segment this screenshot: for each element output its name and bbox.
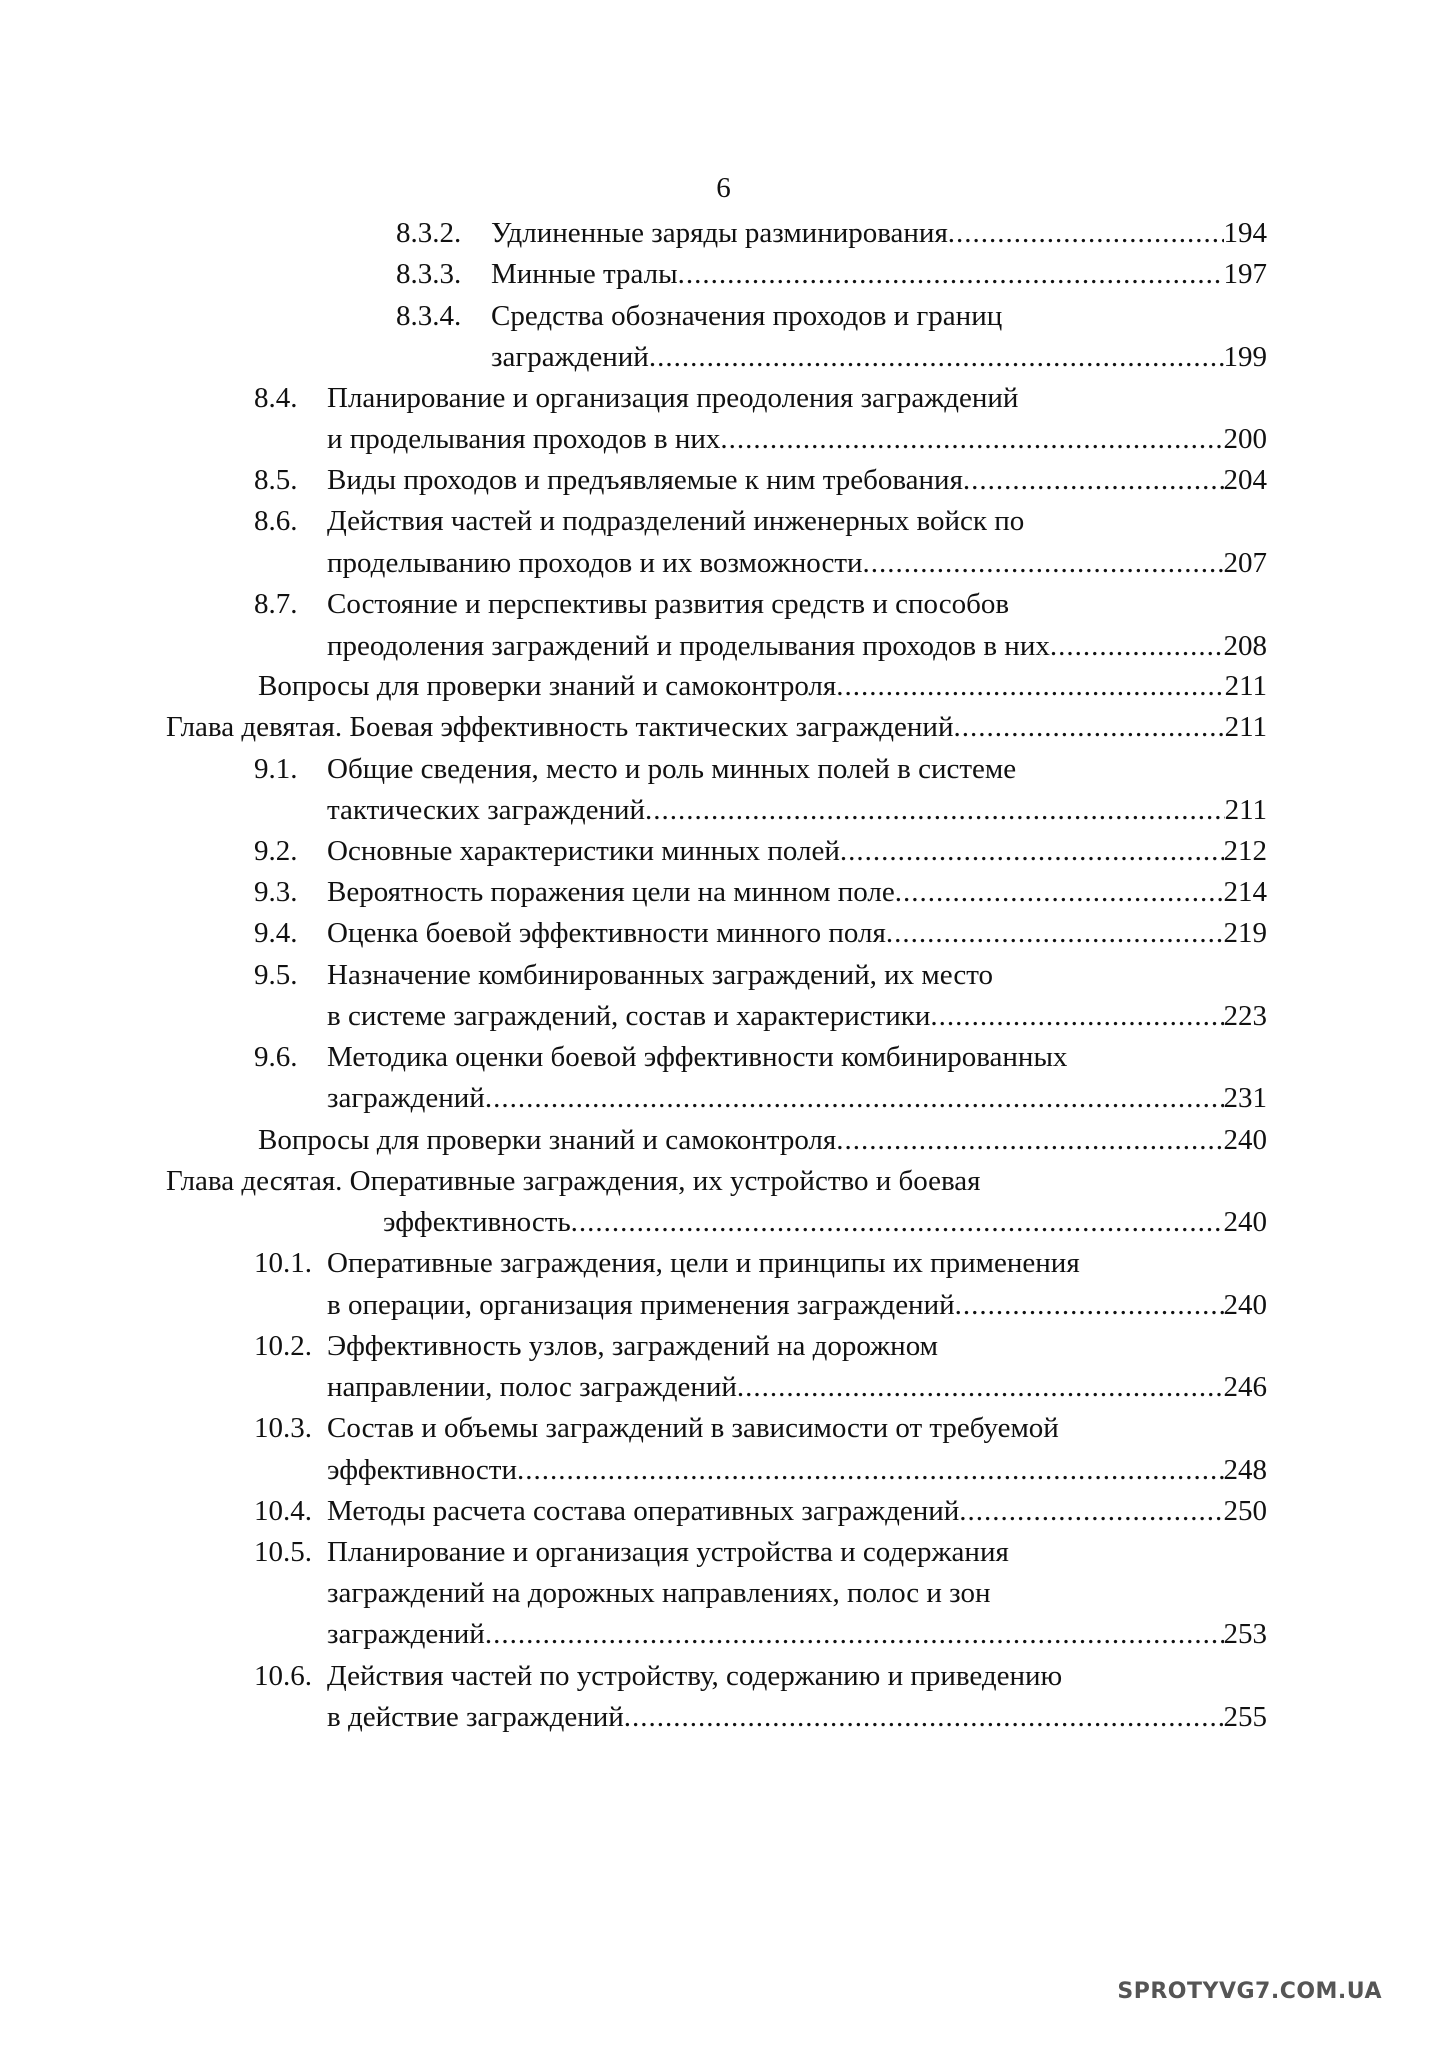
toc-entry-title: Вопросы для проверки знаний и самоконтроля — [258, 1124, 837, 1156]
toc-entry-title: в операции, организация применения заграждений — [327, 1289, 955, 1321]
toc-leader-dots — [959, 1491, 1223, 1531]
toc-entry — [254, 460, 1267, 500]
toc-leader-dots — [517, 1450, 1224, 1490]
toc-entry-title: Основные характеристики минных полей — [327, 835, 840, 867]
toc-entry-page: 199 — [1223, 341, 1267, 373]
toc-entry — [327, 1614, 1267, 1654]
toc-entry-page: 240 — [1223, 1124, 1267, 1156]
toc-leader-dots — [485, 1078, 1224, 1118]
toc-entry-title: проделыванию проходов и их возможности — [327, 547, 863, 579]
toc-leader-dots — [485, 1614, 1224, 1654]
toc-leader-dots — [720, 419, 1223, 459]
toc-entry-number: 9.1. — [254, 753, 298, 785]
toc-entry-page: 246 — [1223, 1371, 1267, 1403]
toc-entry-page: 207 — [1223, 547, 1267, 579]
toc-entry-title: Планирование и организация преодоления заграждений — [327, 382, 1019, 414]
toc-entry — [254, 831, 1267, 871]
toc-entry-title: эффективности — [327, 1454, 517, 1486]
toc-leader-dots — [840, 831, 1224, 871]
toc-entry-title: Вероятность поражения цели на минном поле — [327, 876, 895, 908]
toc-entry — [254, 955, 993, 995]
toc-entry — [491, 337, 1267, 377]
toc-entry-number: 9.4. — [254, 917, 298, 949]
toc-entry-title: Удлиненные заряды разминирования — [491, 217, 948, 249]
toc-entry-title: Состояние и перспективы развития средств и способов — [327, 588, 1010, 620]
toc-entry — [254, 1243, 1080, 1283]
toc-entry-title: Средства обозначения проходов и границ — [491, 300, 1003, 332]
toc-entry — [327, 626, 1267, 666]
toc-entry — [254, 1532, 1009, 1572]
toc-entry-title: заграждений — [327, 1618, 485, 1650]
toc-entry — [254, 584, 1009, 624]
toc-entry-page: 194 — [1223, 217, 1267, 249]
toc-leader-dots — [948, 213, 1224, 253]
toc-leader-dots — [571, 1202, 1224, 1242]
toc-entry-title: Глава десятая. Оперативные заграждения, их устройство и боевая — [166, 1165, 981, 1197]
toc-entry — [327, 1697, 1267, 1737]
toc-entry-number: 9.3. — [254, 876, 298, 908]
toc-entry-number: 9.5. — [254, 959, 298, 991]
toc-leader-dots — [836, 1120, 1223, 1160]
toc-entry-title: Глава девятая. Боевая эффективность тактических заграждений — [166, 711, 954, 743]
toc-entry — [254, 1408, 1059, 1448]
toc-entry — [254, 1656, 1062, 1696]
toc-entry — [166, 707, 1267, 747]
toc-entry — [254, 913, 1267, 953]
toc-entry-number: 8.6. — [254, 505, 298, 537]
toc-leader-dots — [895, 872, 1224, 912]
toc-entry — [327, 790, 1267, 830]
toc-entry — [254, 501, 1024, 541]
toc-entry-title: Методы расчета состава оперативных заграждений — [327, 1495, 960, 1527]
toc-entry-title: Назначение комбинированных заграждений, их место — [327, 959, 993, 991]
toc-entry — [396, 254, 1267, 294]
toc-entry — [327, 1078, 1267, 1118]
toc-entry-title: и проделывания проходов в них — [327, 423, 721, 455]
toc-entry-number: 10.1. — [254, 1247, 312, 1279]
toc-entry-title: Виды проходов и предъявляемые к ним требования — [327, 464, 963, 496]
toc-entry-title: заграждений на дорожных направлениях, полос и зон — [327, 1577, 991, 1609]
toc-entry-page: 219 — [1223, 917, 1267, 949]
toc-leader-dots — [955, 1285, 1224, 1325]
toc-leader-dots — [645, 790, 1225, 830]
toc-entry-number: 10.5. — [254, 1536, 312, 1568]
toc-entry-title: в действие заграждений — [327, 1701, 624, 1733]
toc-entry-page: 197 — [1223, 258, 1267, 290]
toc-entry-title: Планирование и организация устройства и содержания — [327, 1536, 1009, 1568]
toc-entry-number: 8.5. — [254, 464, 298, 496]
toc-entry-number: 8.3.3. — [396, 258, 462, 290]
toc-entry-page: 211 — [1224, 794, 1267, 826]
toc-entry-page: 200 — [1223, 423, 1267, 455]
toc-leader-dots — [886, 913, 1224, 953]
toc-entry-title: Минные тралы — [491, 258, 678, 290]
toc-leader-dots — [953, 707, 1224, 747]
toc-entry-page: 240 — [1223, 1289, 1267, 1321]
toc-entry-number: 10.2. — [254, 1330, 312, 1362]
toc-leader-dots — [963, 460, 1224, 500]
toc-entry — [327, 419, 1267, 459]
toc-entry-title: Общие сведения, место и роль минных полей в системе — [327, 753, 1017, 785]
toc-entry-page: 250 — [1223, 1495, 1267, 1527]
watermark: SPROTYVG7.COM.UA — [1117, 1979, 1382, 2004]
toc-entry-page: 214 — [1223, 876, 1267, 908]
toc-entry-title: преодоления заграждений и проделывания проходов в них — [327, 630, 1050, 662]
toc-entry-title: тактических заграждений — [327, 794, 646, 826]
toc-entry-page: 253 — [1223, 1618, 1267, 1650]
toc-entry-page: 204 — [1223, 464, 1267, 496]
toc-entry-number: 10.3. — [254, 1412, 312, 1444]
toc-entry-number: 8.3.4. — [396, 300, 462, 332]
toc-entry-title: Методика оценки боевой эффективности комбинированных — [327, 1041, 1068, 1073]
toc-entry-page: 211 — [1224, 711, 1267, 743]
toc-entry — [166, 1161, 981, 1201]
toc-entry-title: эффективность — [383, 1206, 571, 1238]
toc-entry-number: 8.7. — [254, 588, 298, 620]
toc-entry — [254, 749, 1016, 789]
toc-entry-title: заграждений — [491, 341, 649, 373]
toc-entry-page: 223 — [1223, 1000, 1267, 1032]
toc-entry-number: 8.4. — [254, 382, 298, 414]
toc-leader-dots — [863, 543, 1224, 583]
toc-entry — [327, 1450, 1267, 1490]
toc-entry — [327, 1573, 991, 1613]
toc-entry — [254, 1037, 1067, 1077]
toc-entry-page: 231 — [1223, 1082, 1267, 1114]
toc-leader-dots — [737, 1367, 1224, 1407]
toc-leader-dots — [1050, 626, 1224, 666]
toc-entry — [258, 1120, 1267, 1160]
toc-entry — [254, 378, 1018, 418]
toc-entry-title: Действия частей по устройству, содержанию и приведению — [327, 1660, 1063, 1692]
toc-entry-title: Оперативные заграждения, цели и принципы их применения — [327, 1247, 1080, 1279]
toc-entry-title: Состав и объемы заграждений в зависимости от требуемой — [327, 1412, 1059, 1444]
toc-entry-page: 212 — [1223, 835, 1267, 867]
toc-entry — [254, 1326, 938, 1366]
toc-entry-title: направлении, полос заграждений — [327, 1371, 737, 1403]
toc-entry-page: 211 — [1224, 670, 1267, 702]
toc-entry-title: Эффективность узлов, заграждений на дорожном — [327, 1330, 938, 1362]
toc-entry-title: заграждений — [327, 1082, 485, 1114]
toc-entry — [396, 213, 1267, 253]
toc-leader-dots — [624, 1697, 1224, 1737]
toc-entry-title: в системе заграждений, состав и характеристики — [327, 1000, 931, 1032]
toc-leader-dots — [678, 254, 1224, 294]
toc-entry-title: Вопросы для проверки знаний и самоконтроля — [258, 670, 837, 702]
toc-entry-page: 208 — [1223, 630, 1267, 662]
toc-leader-dots — [649, 337, 1224, 377]
toc-entry — [327, 1285, 1267, 1325]
toc-leader-dots — [930, 996, 1223, 1036]
page-number: 6 — [716, 172, 731, 204]
toc-entry — [254, 1491, 1267, 1531]
toc-entry-page: 240 — [1223, 1206, 1267, 1238]
toc-entry — [258, 666, 1267, 706]
toc-entry — [396, 296, 1002, 336]
toc-entry-title: Оценка боевой эффективности минного поля — [327, 917, 886, 949]
toc-entry — [254, 872, 1267, 912]
toc-entry-page: 255 — [1223, 1701, 1267, 1733]
toc-entry-number: 10.4. — [254, 1495, 312, 1527]
toc-leader-dots — [836, 666, 1224, 706]
toc-entry-number: 9.2. — [254, 835, 298, 867]
toc-entry-number: 10.6. — [254, 1660, 312, 1692]
toc-entry-number: 9.6. — [254, 1041, 298, 1073]
toc-entry-title: Действия частей и подразделений инженерных войск по — [327, 505, 1025, 537]
toc-entry — [327, 543, 1267, 583]
toc-entry — [383, 1202, 1267, 1242]
toc-entry-number: 8.3.2. — [396, 217, 462, 249]
toc-entry-page: 248 — [1223, 1454, 1267, 1486]
toc-entry — [327, 996, 1267, 1036]
toc-entry — [327, 1367, 1267, 1407]
